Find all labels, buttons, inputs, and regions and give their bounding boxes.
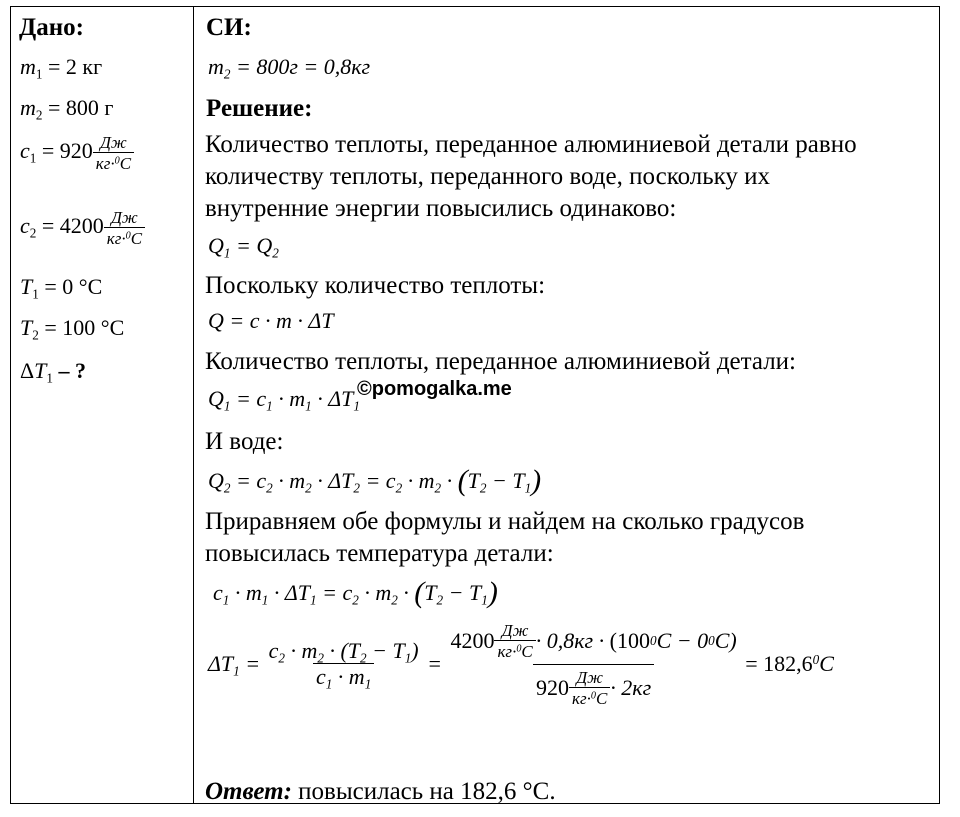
para3: Количество теплоты, переданное алюминиевой детали: [205,348,797,375]
given-c2: $c_2 = 4200$ $\frac{Дж}{кг\cdot^0C}$ [20,209,145,247]
given-t1: $T_1 = 0$ °C [20,274,103,302]
solution-title: Решение: [206,95,313,122]
t1-value: 0 °C [62,274,103,299]
unknown-mark: – ? [58,358,86,383]
watermark: ©pomogalka.me [357,378,512,400]
formula-q: Q = c · m · ΔT [208,308,334,333]
c2-value: 4200 [59,213,104,239]
answer-text: повысилась на 182,6 °С. [298,778,556,805]
given-c1: $c_1 = 920$ $\frac{Дж}{кг\cdot^0C}$ [20,134,134,172]
m2-value: 800 г [65,95,114,120]
numeric-fraction: 4200 $\frac{Дж}{кг\cdot^0C}$ · 0,8кг · (100 0 C − 0 0 C) 920 $\frac{Дж}{кг\cdot^0C}$ · 2кг [450,620,737,708]
para5-line1: Приравняем обе формулы и найдем на сколько градусов [205,508,805,535]
given-t2: $T_2 = 100$ °C [20,315,125,343]
para1-line3: внутренние энергии повысились одинаково: [205,195,677,222]
si-conversion: $m_2 = 800г = 0,8кг$ [208,54,371,82]
column-divider [193,6,194,804]
given-title: Дано: [19,14,84,41]
given-m1: $m_1 = 2$ кг [20,54,103,82]
para1-line1: Количество теплоты, переданное алюминиевой детали равно [205,131,857,158]
formula-q1-eq-q2: $Q_1 = Q_2$ [208,233,279,261]
para5-line2: повысилась температура детали: [205,540,554,567]
m1-value: 2 кг [65,54,103,79]
t2-value: 100 °C [62,315,125,340]
si-title: СИ: [206,14,252,41]
given-unknown: $\Delta T_1$ – ? [20,358,86,386]
formula-final: $\Delta T_1$ = $\frac{c_2 \cdot m_2 \cdot (T_2 - T_1)}{c_1 \cdot m_1}$ = 4200 $\frac{Дж}{кг\cdot^0C}$ · 0,8кг · (100 0 C − 0 0 C) 920 $\frac{Дж}{кг\cdot^0C}$ · 2кг = $182,6^0C$ [208,620,834,708]
c1-unit-fraction: $\frac{Дж}{кг\cdot^0C}$ [93,134,134,172]
para1-line2: количеству теплоты, переданного воде, поскольку их [205,163,771,190]
para2: Поскольку количество теплоты: [205,272,546,299]
para4: И воде: [205,428,284,455]
given-m2: $m_2 = 800$ г [20,95,114,123]
c1-value: 920 [59,138,93,164]
answer [205,779,556,804]
symbolic-fraction: $\frac{c_2 \cdot m_2 \cdot (T_2 - T_1)}{c_1 \cdot m_1}$ [268,638,419,692]
formula-q1: $Q_1 = c_1 \cdot m_1 \cdot \Delta T_1$ [208,386,360,414]
c2-unit-fraction: $\frac{Дж}{кг\cdot^0C}$ [104,209,145,247]
answer-label: Ответ: [205,778,292,805]
formula-q2: $Q_2 = c_2 \cdot m_2 \cdot \Delta T_2 = c_2 \cdot m_2 \cdot (T_2 - T_1)$ [208,464,542,497]
formula-balance: $c_1 \cdot m_1 \cdot \Delta T_1 = c_2 \cdot m_2 \cdot (T_2 - T_1)$ [213,576,498,609]
